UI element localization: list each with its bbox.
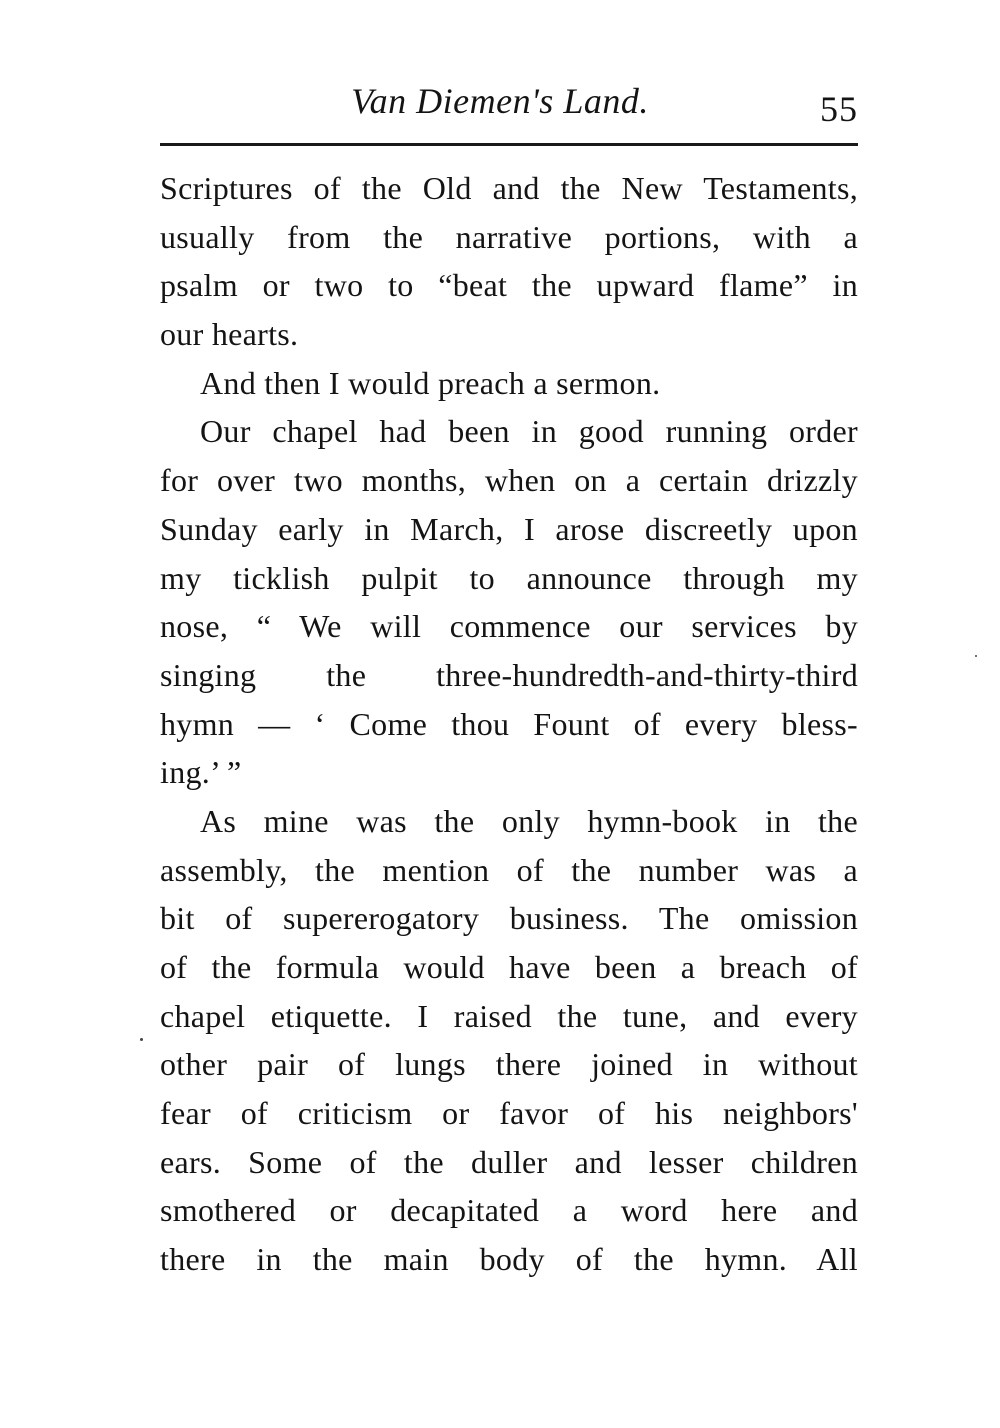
text-line: fear of criticism or favor of his neighbors' — [160, 1095, 858, 1132]
paragraph — [160, 164, 858, 359]
text-line: assembly, the mention of the number was a — [160, 851, 858, 888]
paragraph — [160, 797, 858, 1284]
text-line: our hearts. — [160, 316, 299, 353]
text-line: Scriptures of the Old and the New Testaments, — [160, 170, 858, 206]
header-rule — [160, 143, 858, 146]
text-line: bit of supererogatory business. The omission — [160, 900, 858, 937]
text-line: there in the main body of the hymn. All — [160, 1241, 858, 1278]
text-line: As mine was the only hymn-book in the — [200, 802, 858, 839]
text-line: nose, “ We will commence our services by — [160, 608, 858, 645]
text-line: of the formula would have been a breach of — [160, 949, 858, 985]
running-head — [160, 76, 860, 136]
paragraph — [160, 407, 858, 797]
body-text — [160, 164, 858, 1284]
text-line: Sunday early in March, I arose discreetly upon — [160, 510, 858, 547]
text-line: chapel etiquette. I raised the tune, and every — [160, 997, 858, 1034]
paragraph — [160, 359, 858, 408]
text-line: usually from the narrative portions, with a — [160, 218, 858, 255]
text-line: And then I would preach a sermon. — [200, 364, 661, 401]
text-line: hymn — ‘ Come thou Fount of every bless- — [160, 705, 858, 742]
text-line: for over two months, when on a certain drizzly — [160, 462, 858, 499]
text-line: smothered or decapitated a word here and — [160, 1192, 858, 1229]
print-speck — [975, 655, 977, 657]
text-line: other pair of lungs there joined in without — [160, 1046, 858, 1083]
page-number: 55 — [820, 89, 858, 129]
text-line: psalm or two to “beat the upward flame” in — [160, 267, 858, 304]
print-speck — [140, 1038, 143, 1041]
running-title: Van Diemen's Land. — [351, 81, 649, 121]
text-line: ing.’ ” — [160, 754, 242, 791]
text-line: Our chapel had been in good running order — [200, 413, 858, 450]
text-line: ears. Some of the duller and lesser children — [160, 1143, 858, 1180]
text-line: singing the three-hundredth-and-thirty-third — [160, 656, 858, 693]
text-line: my ticklish pulpit to announce through my — [160, 559, 858, 596]
